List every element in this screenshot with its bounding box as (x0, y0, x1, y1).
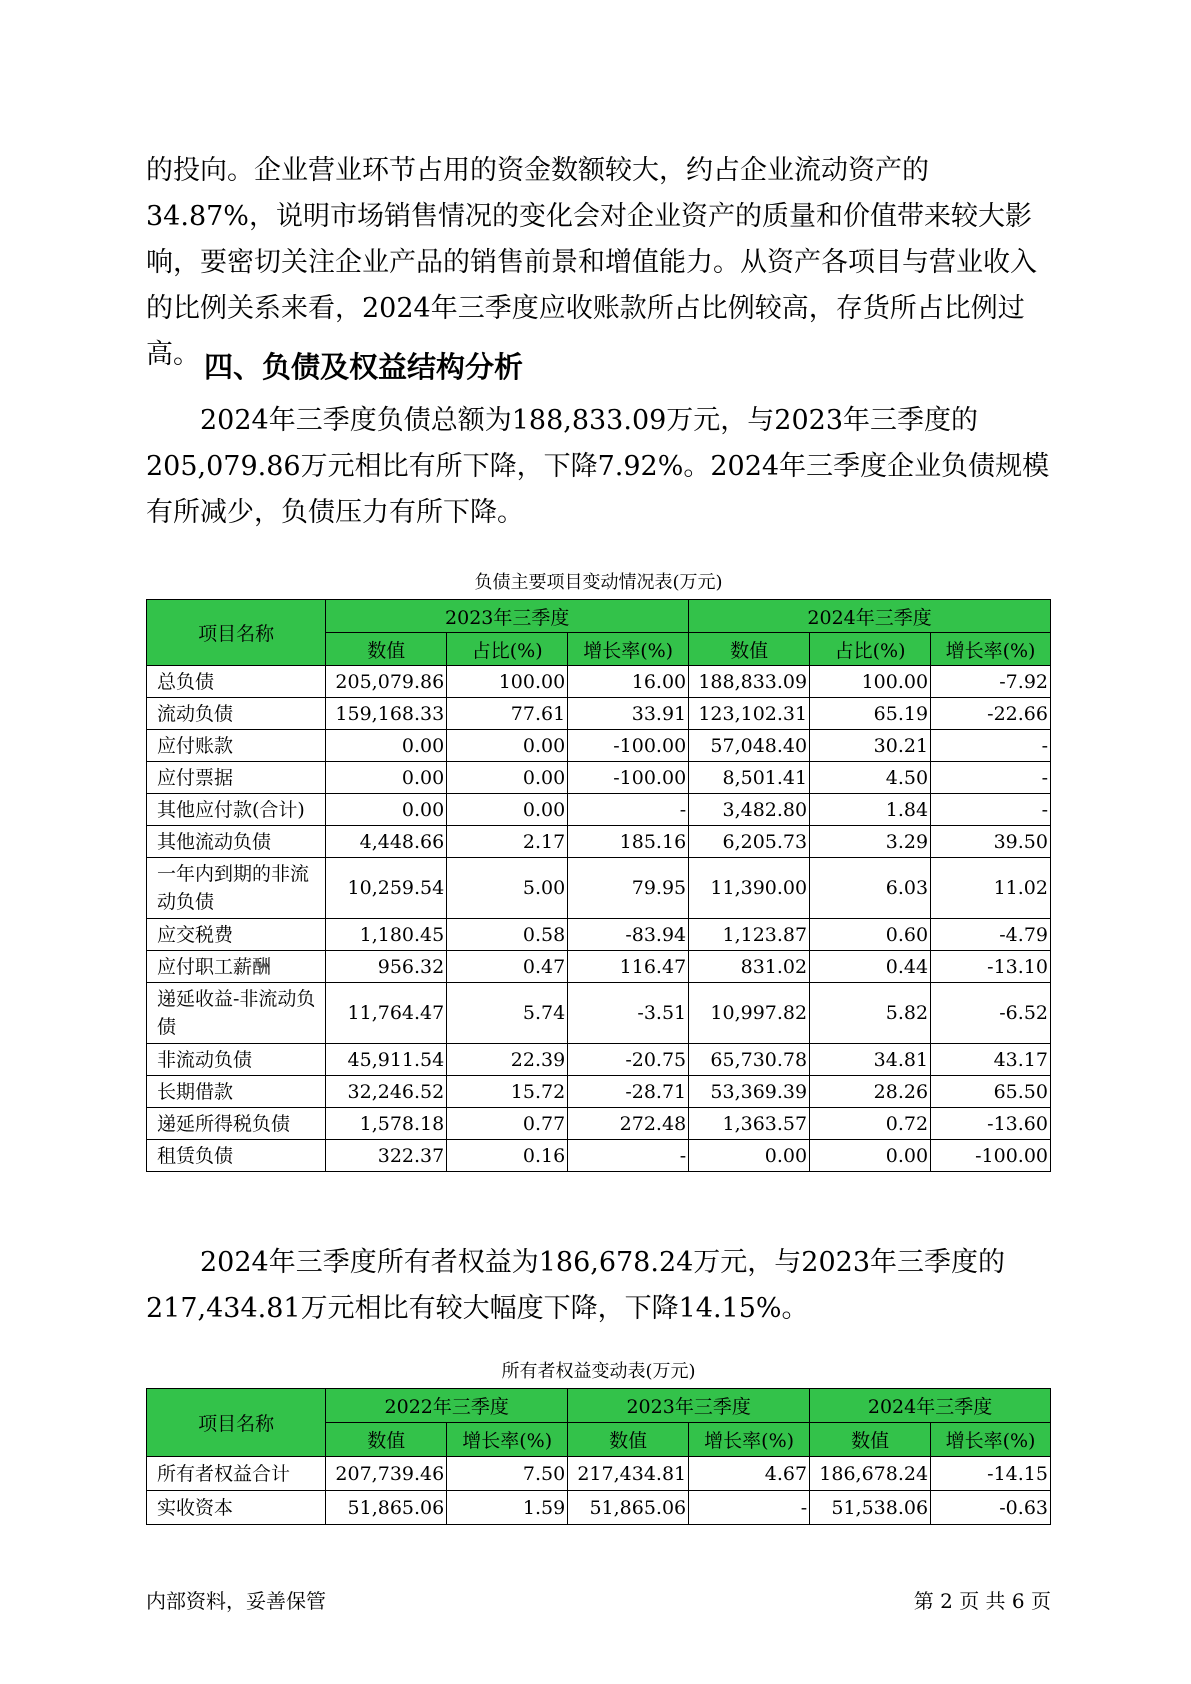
table-cell: 123,102.31 (689, 698, 810, 730)
table-cell: 0.77 (447, 1108, 568, 1140)
row-label: 非流动负债 (147, 1044, 326, 1076)
table-row (147, 1491, 1051, 1525)
row-label: 应付职工薪酬 (147, 951, 326, 983)
table-cell: 0.47 (447, 951, 568, 983)
header-subcol: 数值 (326, 633, 447, 666)
header-group: 2024年三季度 (810, 1389, 1051, 1423)
header-subcol: 占比(%) (447, 633, 568, 666)
table-cell: 100.00 (447, 666, 568, 698)
table-row (147, 698, 1051, 730)
table-cell: 0.72 (810, 1108, 931, 1140)
table-cell: 45,911.54 (326, 1044, 447, 1076)
table-cell: 0.44 (810, 951, 931, 983)
table-cell: -100.00 (568, 730, 689, 762)
table-cell: 28.26 (810, 1076, 931, 1108)
table-cell: 32,246.52 (326, 1076, 447, 1108)
table-cell: -0.63 (931, 1491, 1051, 1525)
table-cell: 65.19 (810, 698, 931, 730)
table-cell: 15.72 (447, 1076, 568, 1108)
table-cell: 51,865.06 (568, 1491, 689, 1525)
table-cell: - (568, 1140, 689, 1172)
table-cell: 1,180.45 (326, 919, 447, 951)
table-cell: - (689, 1491, 810, 1525)
table-row (147, 919, 1051, 951)
header-subcol: 数值 (810, 1423, 931, 1457)
table-cell: 22.39 (447, 1044, 568, 1076)
table-cell: -13.10 (931, 951, 1051, 983)
table-cell: -83.94 (568, 919, 689, 951)
paragraph-assets-summary: 的投向。企业营业环节占用的资金数额较大，约占企业流动资产的34.87%，说明市场销售情况的变化会对企业资产的质量和价值带来较大影响，要密切关注企业产品的销售前景和增值能力。从资产各项目与营业收入的比例关系来看，2024年三季度应收账款所占比例较高，存货所占比例过高。 (146, 155, 1037, 370)
table-cell: 186,678.24 (810, 1457, 931, 1491)
header-subcol: 增长率(%) (931, 633, 1051, 666)
row-label: 总负债 (147, 666, 326, 698)
table-cell: 1,578.18 (326, 1108, 447, 1140)
table-cell: 5.74 (447, 983, 568, 1044)
row-label: 所有者权益合计 (147, 1457, 326, 1491)
header-item-name: 项目名称 (147, 600, 326, 666)
header-subcol: 增长率(%) (447, 1423, 568, 1457)
table-cell: -7.92 (931, 666, 1051, 698)
row-label: 长期借款 (147, 1076, 326, 1108)
table-cell: 34.81 (810, 1044, 931, 1076)
header-subcol: 增长率(%) (568, 633, 689, 666)
table-cell: 100.00 (810, 666, 931, 698)
table-caption-equity: 所有者权益变动表(万元) (501, 1361, 696, 1382)
table-cell: 5.82 (810, 983, 931, 1044)
table-cell: 65.50 (931, 1076, 1051, 1108)
table-cell: 39.50 (931, 826, 1051, 858)
row-label: 实收资本 (147, 1491, 326, 1525)
table-cell: 11,390.00 (689, 858, 810, 919)
table-cell: 16.00 (568, 666, 689, 698)
table-cell: 185.16 (568, 826, 689, 858)
table-row (147, 1044, 1051, 1076)
table-cell: 322.37 (326, 1140, 447, 1172)
row-label: 应付账款 (147, 730, 326, 762)
table-cell: 3.29 (810, 826, 931, 858)
table-row (147, 858, 1051, 919)
paragraph-liabilities-summary: 2024年三季度负债总额为188,833.09万元，与2023年三季度的205,079.86万元相比有所下降，下降7.92%。2024年三季度企业负债规模有所减少，负债压力有所下降。 (146, 405, 1050, 528)
section-heading-liabilities: 四、负债及权益结构分析 (204, 350, 524, 384)
table-cell: 272.48 (568, 1108, 689, 1140)
table-cell: 0.00 (689, 1140, 810, 1172)
table-cell: 51,538.06 (810, 1491, 931, 1525)
table-cell: 217,434.81 (568, 1457, 689, 1491)
header-group: 2024年三季度 (689, 600, 1051, 633)
header-subcol: 数值 (326, 1423, 447, 1457)
table-cell: - (568, 794, 689, 826)
table-cell: -14.15 (931, 1457, 1051, 1491)
table-cell: 1,123.87 (689, 919, 810, 951)
table-cell: -28.71 (568, 1076, 689, 1108)
table-cell: 0.00 (326, 730, 447, 762)
table-cell: -20.75 (568, 1044, 689, 1076)
liabilities-table (146, 599, 1051, 1172)
table-cell: -6.52 (931, 983, 1051, 1044)
table-cell: 4.50 (810, 762, 931, 794)
table-cell: 43.17 (931, 1044, 1051, 1076)
table-row (147, 951, 1051, 983)
table-cell: 51,865.06 (326, 1491, 447, 1525)
table-cell: 6,205.73 (689, 826, 810, 858)
header-subcol: 数值 (689, 633, 810, 666)
row-label: 递延所得税负债 (147, 1108, 326, 1140)
header-group: 2022年三季度 (326, 1389, 568, 1423)
table-cell: 0.60 (810, 919, 931, 951)
header-subcol: 增长率(%) (689, 1423, 810, 1457)
header-subcol: 占比(%) (810, 633, 931, 666)
table-cell: 0.00 (810, 1140, 931, 1172)
row-label: 应交税费 (147, 919, 326, 951)
footer-confidential-note: 内部资料，妥善保管 (146, 1589, 326, 1613)
table-cell: -100.00 (931, 1140, 1051, 1172)
table-cell: - (931, 730, 1051, 762)
table-row (147, 794, 1051, 826)
table-cell: 2.17 (447, 826, 568, 858)
table-cell: 116.47 (568, 951, 689, 983)
table-cell: 30.21 (810, 730, 931, 762)
table-row (147, 826, 1051, 858)
header-subcol: 增长率(%) (931, 1423, 1051, 1457)
table-cell: 956.32 (326, 951, 447, 983)
table-row (147, 1457, 1051, 1491)
row-label: 其他应付款(合计) (147, 794, 326, 826)
table-cell: 205,079.86 (326, 666, 447, 698)
table-row (147, 1108, 1051, 1140)
table-row (147, 762, 1051, 794)
table-cell: 3,482.80 (689, 794, 810, 826)
table-row (147, 1140, 1051, 1172)
table-cell: 0.00 (326, 794, 447, 826)
row-label: 租赁负债 (147, 1140, 326, 1172)
table-cell: -3.51 (568, 983, 689, 1044)
header-group: 2023年三季度 (326, 600, 689, 633)
table-row (147, 983, 1051, 1044)
row-label: 其他流动负债 (147, 826, 326, 858)
table-cell: 159,168.33 (326, 698, 447, 730)
paragraph-equity-summary: 2024年三季度所有者权益为186,678.24万元，与2023年三季度的217,434.81万元相比有较大幅度下降，下降14.15%。 (146, 1247, 1006, 1324)
table-cell: 8,501.41 (689, 762, 810, 794)
table-cell: - (931, 762, 1051, 794)
table-cell: 79.95 (568, 858, 689, 919)
table-cell: 1,363.57 (689, 1108, 810, 1140)
header-item-name: 项目名称 (147, 1389, 326, 1457)
row-label: 应付票据 (147, 762, 326, 794)
table-cell: 11.02 (931, 858, 1051, 919)
table-cell: 7.50 (447, 1457, 568, 1491)
table-row (147, 1076, 1051, 1108)
table-row (147, 730, 1051, 762)
table-row (147, 666, 1051, 698)
footer-page-number: 第 2 页 共 6 页 (913, 1589, 1051, 1613)
table-cell: -100.00 (568, 762, 689, 794)
table-cell: 1.84 (810, 794, 931, 826)
row-label: 流动负债 (147, 698, 326, 730)
table-cell: 4.67 (689, 1457, 810, 1491)
table-cell: 53,369.39 (689, 1076, 810, 1108)
table-cell: 0.00 (447, 762, 568, 794)
header-subcol: 数值 (568, 1423, 689, 1457)
table-cell: 0.58 (447, 919, 568, 951)
table-cell: 0.00 (447, 794, 568, 826)
table-cell: 10,997.82 (689, 983, 810, 1044)
row-label: 递延收益-非流动负债 (147, 983, 326, 1044)
table-cell: 1.59 (447, 1491, 568, 1525)
header-group: 2023年三季度 (568, 1389, 810, 1423)
equity-table (146, 1388, 1051, 1525)
table-cell: -22.66 (931, 698, 1051, 730)
table-cell: 188,833.09 (689, 666, 810, 698)
table-cell: 0.16 (447, 1140, 568, 1172)
table-cell: 11,764.47 (326, 983, 447, 1044)
table-cell: - (931, 794, 1051, 826)
table-cell: 831.02 (689, 951, 810, 983)
table-cell: 207,739.46 (326, 1457, 447, 1491)
table-cell: 0.00 (447, 730, 568, 762)
table-caption-liabilities: 负债主要项目变动情况表(万元) (474, 572, 723, 593)
table-cell: 0.00 (326, 762, 447, 794)
table-cell: 65,730.78 (689, 1044, 810, 1076)
row-label: 一年内到期的非流动负债 (147, 858, 326, 919)
table-cell: 5.00 (447, 858, 568, 919)
table-cell: 57,048.40 (689, 730, 810, 762)
table-cell: 77.61 (447, 698, 568, 730)
table-cell: 6.03 (810, 858, 931, 919)
table-cell: 4,448.66 (326, 826, 447, 858)
table-cell: 10,259.54 (326, 858, 447, 919)
table-cell: -4.79 (931, 919, 1051, 951)
table-cell: 33.91 (568, 698, 689, 730)
table-cell: -13.60 (931, 1108, 1051, 1140)
